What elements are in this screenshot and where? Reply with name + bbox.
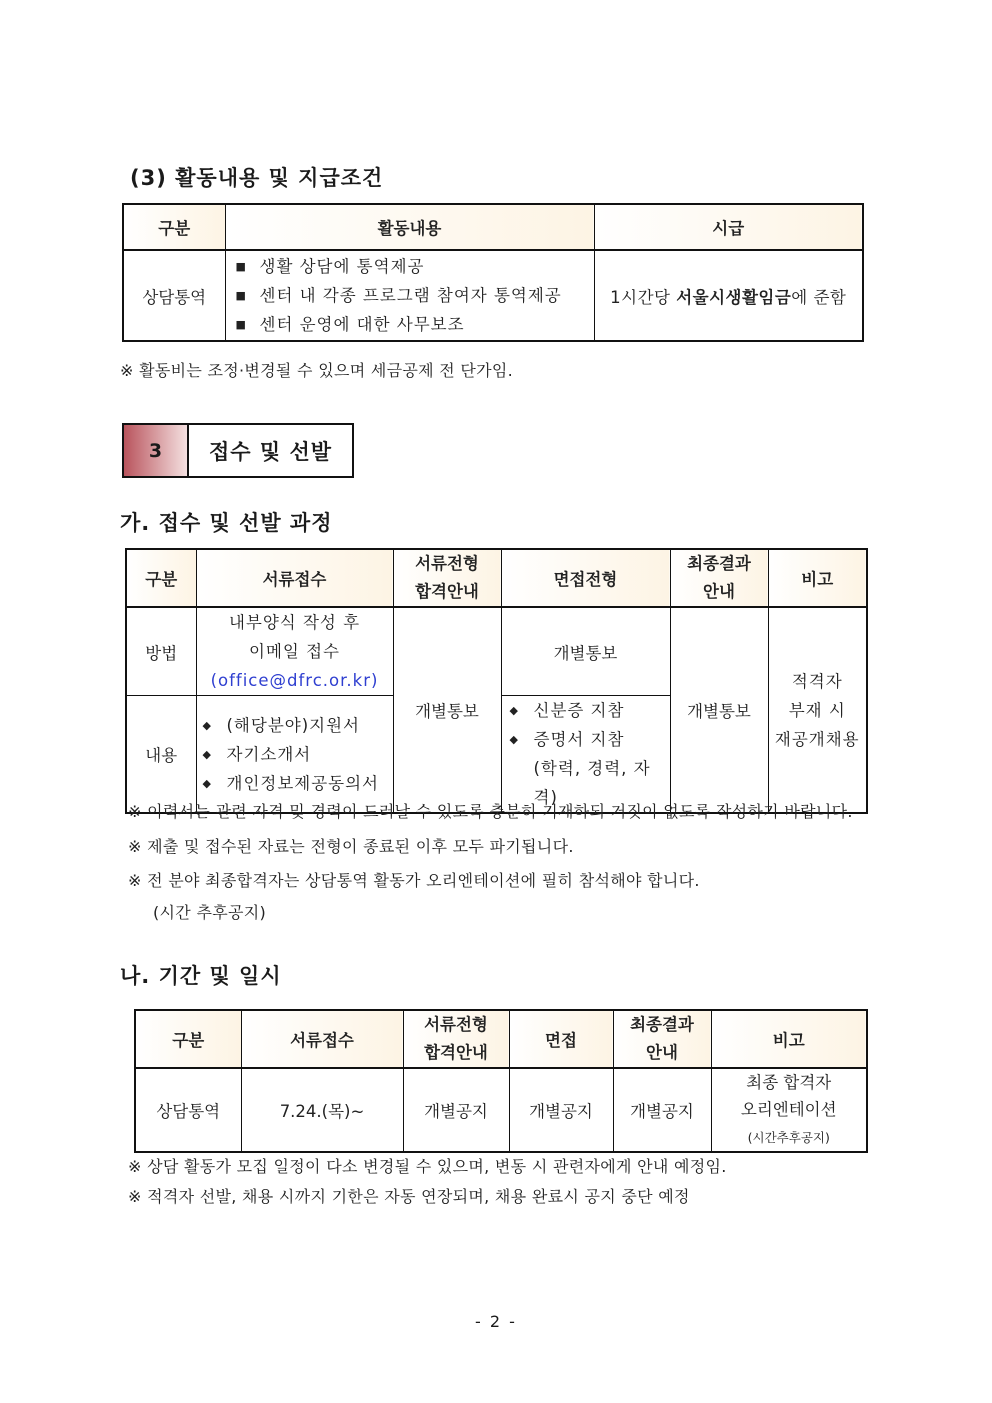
activity-list-cell [225,250,594,341]
note-disposal: ※ 제출 및 접수된 자료는 전형이 종료된 이후 모두 파기됩니다. [128,837,574,856]
header-final-result: 최종결과 안내 [670,549,768,607]
header-remarks: 비고 [711,1010,867,1068]
square-bullet-icon: ■ [235,260,247,273]
final-value: 개별공지 [613,1068,711,1152]
activity-wage-table [122,203,864,342]
header-final-result: 최종결과 안내 [613,1010,711,1068]
wage-cell: 1시간당 서울시생활임금에 준함 [594,250,863,341]
header-category: 구분 [126,549,196,607]
list-item: ◆ 자기소개서 [203,740,393,769]
interview-items-list [502,696,670,812]
page-number: - 2 - [475,1312,517,1331]
list-item: ◆ 증명서 지참 [510,725,670,754]
note-orientation-time: (시간 추후공지) [153,903,267,922]
schedule-table [134,1009,868,1153]
header-wage: 시급 [594,204,863,250]
square-bullet-icon: ■ [235,289,247,302]
header-doc-notice: 서류전형 합격안내 [403,1010,509,1068]
note-resume: ※ 이력서는 관련 자격 및 경력이 드러날 수 있도록 충분히 기재하되 거짓이 없도록 작성하기 바랍니다. [128,802,853,821]
diamond-bullet-icon: ◆ [202,718,212,732]
subsection-heading: (3) 활동내용 및 지급조건 [130,166,384,190]
remarks-cell: 적격자 부재 시 재공개채용 [768,607,867,813]
email-link[interactable]: (office@dfrc.or.kr) [210,671,379,690]
list-item: ■ 센터 운영에 대한 사무보조 [236,310,594,339]
diamond-bullet-icon: ◆ [202,776,212,790]
header-interview: 면접 [509,1010,613,1068]
section-title: 접수 및 선발 [208,439,333,464]
row-label-method: 방법 [126,607,196,696]
header-doc-notice: 서류전형 합격안내 [393,549,501,607]
list-item: ■ 생활 상담에 통역제공 [236,252,594,281]
required-docs-list [197,711,393,798]
diamond-bullet-icon: ◆ [509,733,519,746]
list-item: (학력, 경력, 자격) [533,759,651,807]
part-a-heading: 가. 접수 및 선발 과정 [120,511,333,535]
activity-list [226,252,594,339]
row-category: 상담통역 [123,250,225,341]
list-item: ◆ (해당분야)지원서 [203,711,393,740]
diamond-bullet-icon: ◆ [509,704,519,717]
square-bullet-icon: ■ [235,318,247,331]
list-item: ◆ 신분증 지참 [510,696,670,725]
doc-receipt-date: 7.24.(목)~ [241,1068,403,1152]
row-label-content: 내용 [126,696,196,814]
content-doc-cell [196,696,393,814]
remarks-cell: 최종 합격자 오리엔테이션 (시간추후공지) [711,1068,867,1152]
method-doc-cell: 내부양식 작성 후 이메일 접수 (office@dfrc.or.kr) [196,607,393,696]
selection-process-table [125,548,868,814]
section-number: 3 [124,425,189,476]
note-schedule-change: ※ 상담 활동가 모집 일정이 다소 변경될 수 있으며, 변동 시 관련자에게 안내 예정임. [128,1157,727,1176]
content-interview-cell [501,696,670,814]
wage-note: ※ 활동비는 조정·변경될 수 있으며 세금공제 전 단가임. [120,361,514,380]
header-doc-receipt: 서류접수 [241,1010,403,1068]
part-b-heading: 나. 기간 및 일시 [120,964,282,988]
header-activity: 활동내용 [225,204,594,250]
header-interview: 면접전형 [501,549,670,607]
row-category: 상담통역 [135,1068,241,1152]
list-item: ■ 센터 내 각종 프로그램 참여자 통역제공 [236,281,594,310]
note-orientation: ※ 전 분야 최종합격자는 상담통역 활동가 오리엔테이션에 필히 참석해야 합니다. [128,871,700,890]
final-result-cell: 개별통보 [670,607,768,813]
list-item: ◆ 개인정보제공동의서 [203,769,393,798]
header-remarks: 비고 [768,549,867,607]
method-interview-cell: 개별통보 [501,607,670,696]
doc-notice-cell: 개별통보 [393,607,501,813]
doc-notice-value: 개별공지 [403,1068,509,1152]
header-category: 구분 [123,204,225,250]
header-category: 구분 [135,1010,241,1068]
header-doc-receipt: 서류접수 [196,549,393,607]
section-title-box [122,423,354,478]
interview-value: 개별공지 [509,1068,613,1152]
note-deadline-extension: ※ 적격자 선발, 채용 시까지 기한은 자동 연장되며, 채용 완료시 공지 중단 예정 [128,1187,690,1206]
diamond-bullet-icon: ◆ [202,747,212,761]
